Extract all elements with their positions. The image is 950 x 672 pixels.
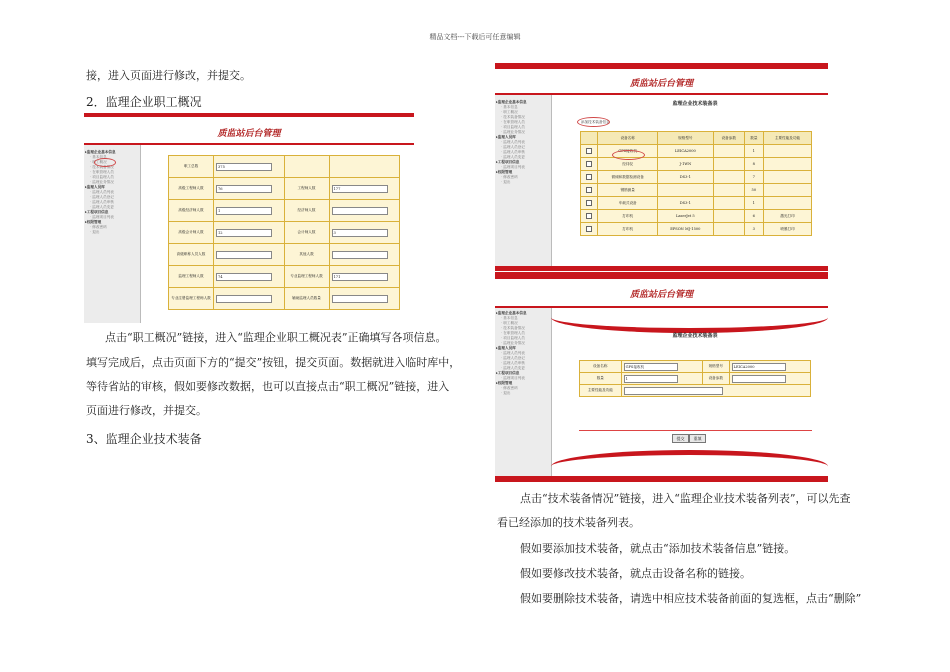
row-checkbox-cell: [581, 197, 598, 210]
staff-form-table: [168, 155, 400, 310]
sidebar-item[interactable]: · 在职管理人员: [501, 331, 525, 335]
table-cell: EPSON MJ-1500: [657, 223, 713, 236]
row-checkbox-cell: [581, 158, 598, 171]
sidebar-item[interactable]: · 基本信息: [90, 155, 107, 159]
table-cell: [713, 210, 744, 223]
sidebar-item[interactable]: ▸监理人员库: [85, 185, 105, 189]
screenshot-equipment-list: [495, 63, 828, 271]
decorative-wave: [551, 302, 828, 333]
banner-title: 质监站后台管理: [84, 121, 414, 143]
sidebar-item[interactable]: ▸工程项目信息: [85, 210, 109, 214]
sidebar-item[interactable]: ▸权限管理: [496, 381, 513, 385]
sidebar-list: [495, 311, 551, 396]
field-input[interactable]: [332, 207, 388, 215]
table-cell: [713, 158, 744, 171]
sidebar-item[interactable]: · 监理人员列表: [501, 140, 525, 144]
row-checkbox-cell: [581, 184, 598, 197]
sidebar-item[interactable]: · 监理人员列表: [90, 190, 114, 194]
sidebar-item[interactable]: ▸权限管理: [85, 220, 102, 224]
field-cell: [329, 156, 400, 178]
table-cell: 喷墨打印: [764, 223, 812, 236]
field-label: 职工总数: [169, 156, 214, 178]
sidebar: [84, 145, 141, 323]
top-red-bar: [84, 113, 414, 117]
submit-button[interactable]: 提交: [672, 434, 689, 443]
field-label: 高级职称人员人数: [169, 244, 214, 266]
field-input[interactable]: 177: [332, 185, 388, 193]
form-row: [169, 200, 400, 222]
divider-line: [579, 430, 812, 431]
field-cell: [329, 200, 400, 222]
row-checkbox[interactable]: [586, 187, 592, 193]
device-name-link[interactable]: 微倾和数据检测设备: [598, 171, 657, 184]
field-cell: [329, 266, 400, 288]
banner-title: 质监站后台管理: [495, 282, 828, 304]
sidebar-item[interactable]: · 监理人员登记: [501, 356, 525, 360]
sidebar-item[interactable]: · 修改密码: [501, 175, 518, 179]
bottom-red-bar: [495, 476, 828, 482]
table-row: [581, 197, 812, 210]
sidebar-item[interactable]: ▸监理人员库: [496, 135, 516, 139]
field-cell: [214, 244, 285, 266]
device-name-link[interactable]: 打印机: [598, 223, 657, 236]
highlight-oval: [612, 150, 645, 160]
row-checkbox-cell: [581, 210, 598, 223]
field-label: 高级经济师人数: [169, 200, 214, 222]
form-row: [169, 222, 400, 244]
function-label: 主要性能及功能: [580, 385, 622, 397]
field-cell: [329, 222, 400, 244]
form-row: [169, 178, 400, 200]
top-red-bar: [495, 63, 828, 69]
equip-list-table: [580, 131, 812, 236]
field-cell: [214, 200, 285, 222]
table-cell: J-1WN: [657, 158, 713, 171]
table-cell: 1: [744, 197, 763, 210]
sidebar-item[interactable]: · 在职管理人员: [90, 170, 114, 174]
table-cell: [764, 197, 812, 210]
table-cell: [657, 184, 713, 197]
field-input[interactable]: 76: [216, 185, 272, 193]
table-cell: 50: [744, 184, 763, 197]
sidebar-item[interactable]: · 监理项目列表: [501, 165, 525, 169]
sidebar-item[interactable]: · 退出: [501, 391, 511, 395]
field-cell: [214, 266, 285, 288]
device-name-link[interactable]: GPS接收机: [598, 145, 657, 158]
qty-label: 数量: [580, 373, 622, 385]
column-header: 规格型号: [657, 132, 713, 145]
screenshot-staff-overview: [84, 113, 414, 323]
sidebar-item[interactable]: · 监理项目列表: [90, 215, 114, 219]
table-cell: 1: [744, 145, 763, 158]
model-cell: [729, 361, 810, 373]
form-row: [580, 385, 811, 397]
sidebar-item[interactable]: ▸监理企业基本信息: [496, 100, 527, 104]
sidebar-item[interactable]: · 基本信息: [501, 316, 518, 320]
device-name-input[interactable]: GPS接收机: [624, 363, 678, 371]
field-cell: [214, 288, 285, 310]
sidebar-item[interactable]: ▸监理人员库: [496, 346, 516, 350]
table-cell: [713, 197, 744, 210]
sidebar-item[interactable]: ▸工程项目信息: [496, 371, 520, 375]
row-checkbox[interactable]: [586, 174, 592, 180]
section2-para-line: 等待省站的审核，假如要修改数据，也可以直接点击“职工概况”链接，进入: [86, 380, 450, 393]
sidebar-item[interactable]: · 监理人员变更: [501, 366, 525, 370]
field-cell: [214, 222, 285, 244]
device-name-label: 设备名称: [580, 361, 622, 373]
param-label: 设备参数: [702, 373, 729, 385]
column-header: 设备名称: [598, 132, 657, 145]
field-cell: [329, 288, 400, 310]
sidebar-item[interactable]: ▸工程项目信息: [496, 160, 520, 164]
field-input[interactable]: [332, 295, 388, 303]
reset-button[interactable]: 重填: [689, 434, 706, 443]
sidebar-item[interactable]: · 退出: [90, 230, 100, 234]
equip-list-title: 监理企业技术装备表: [672, 101, 718, 107]
equip-form-table: [579, 360, 811, 397]
table-row: [581, 223, 812, 236]
sidebar-item[interactable]: · 退出: [501, 180, 511, 184]
table-cell: DS3-1: [657, 197, 713, 210]
field-input[interactable]: 74: [216, 273, 272, 281]
right-para-line: 假如要修改技术装备，就点击设备名称的链接。: [520, 567, 751, 580]
table-cell: [713, 171, 744, 184]
table-cell: 6: [744, 210, 763, 223]
table-row: [581, 210, 812, 223]
qty-input[interactable]: 1: [624, 375, 678, 383]
sidebar-item[interactable]: · 项目监理人员: [501, 125, 525, 129]
sidebar-item[interactable]: · 职工概况: [90, 160, 107, 164]
column-header: 数量: [744, 132, 763, 145]
function-input[interactable]: [624, 387, 723, 395]
section3-heading: 3、监理企业技术装备: [86, 432, 202, 446]
right-para-line: 点击“技术装备情况”链接，进入“监理企业技术装备列表”，可以先查: [520, 492, 851, 505]
table-cell: [764, 184, 812, 197]
top-red-bar: [495, 272, 828, 279]
sidebar-item[interactable]: · 基本信息: [501, 105, 518, 109]
model-label: 规格型号: [702, 361, 729, 373]
sidebar-item[interactable]: · 职工概况: [501, 110, 518, 114]
model-input[interactable]: LEICA2000: [732, 363, 786, 371]
intro-line: 接，进入页面进行修改，并提交。: [86, 69, 251, 82]
sidebar: [495, 308, 552, 482]
table-row: [581, 158, 812, 171]
equip-form-title: 监理企业技术装备表: [672, 333, 718, 339]
sidebar-item[interactable]: · 监理人员变更: [90, 205, 114, 209]
sidebar-item[interactable]: · 监理人员登记: [501, 145, 525, 149]
sidebar-item[interactable]: · 监理业务情况: [90, 180, 114, 184]
sidebar-item[interactable]: · 监理业务情况: [501, 130, 525, 134]
field-label: 高级会计师人数: [169, 222, 214, 244]
sidebar: [495, 95, 552, 271]
field-label: 经济师人数: [284, 200, 329, 222]
device-name-cell: [621, 361, 702, 373]
table-cell: [764, 158, 812, 171]
field-label: 高级工程师人数: [169, 178, 214, 200]
sidebar-item[interactable]: · 修改密码: [501, 386, 518, 390]
screenshot-equipment-form: [495, 272, 828, 482]
sidebar-item[interactable]: · 技术装备情况: [501, 326, 525, 330]
device-name-link[interactable]: 打印机: [598, 210, 657, 223]
sidebar-item[interactable]: · 监理人员审核: [501, 361, 525, 365]
table-cell: 激光打印: [764, 210, 812, 223]
table-cell: [713, 223, 744, 236]
param-input[interactable]: [732, 375, 786, 383]
field-label: 工程师人数: [284, 178, 329, 200]
sidebar-item[interactable]: ▸监理企业基本信息: [85, 150, 116, 154]
field-label: [284, 156, 329, 178]
sidebar-item[interactable]: · 技术装备情况: [90, 165, 114, 169]
sidebar-item[interactable]: · 修改密码: [90, 225, 107, 229]
table-cell: [713, 145, 744, 158]
table-row: [581, 184, 812, 197]
field-input[interactable]: 3: [332, 229, 388, 237]
field-label: 监理工程师人数: [169, 266, 214, 288]
sidebar-item[interactable]: ▸监理企业基本信息: [496, 311, 527, 315]
device-name-link[interactable]: 车载式设备: [598, 197, 657, 210]
sidebar-item[interactable]: · 监理人员变更: [501, 155, 525, 159]
right-para-line: 假如要添加技术装备，就点击“添加技术装备信息”链接。: [520, 542, 796, 555]
field-label: 会计师人数: [284, 222, 329, 244]
field-input[interactable]: 375: [216, 163, 272, 171]
sidebar-item[interactable]: · 在职管理人员: [501, 120, 525, 124]
table-cell: [764, 171, 812, 184]
field-cell: [329, 178, 400, 200]
column-header: 设备参数: [713, 132, 744, 145]
row-checkbox-cell: [581, 223, 598, 236]
field-input[interactable]: [216, 251, 272, 259]
row-checkbox-cell: [581, 145, 598, 158]
sidebar-item[interactable]: · 监理人员列表: [501, 351, 525, 355]
sidebar-item[interactable]: · 职工概况: [501, 321, 518, 325]
row-checkbox[interactable]: [586, 226, 592, 232]
table-row: [581, 171, 812, 184]
function-cell: [621, 385, 810, 397]
section2-para-line: 页面进行修改，并提交。: [86, 404, 207, 417]
row-checkbox-cell: [581, 171, 598, 184]
form-row: [169, 244, 400, 266]
field-label: 专业注册监理工程师人数: [169, 288, 214, 310]
form-row: [580, 361, 811, 373]
table-cell: LEICA2000: [657, 145, 713, 158]
device-name-link[interactable]: 经纬仪: [598, 158, 657, 171]
right-para-line: 假如要删除技术装备，请选中相应技术装备前面的复选框，点击“删除”: [520, 592, 862, 605]
sidebar-item[interactable]: ▸权限管理: [496, 170, 513, 174]
field-input[interactable]: 12: [216, 229, 272, 237]
section2-heading: 2．监理企业职工概况: [86, 95, 202, 109]
form-row: [580, 373, 811, 385]
staff-form-body: [169, 156, 400, 310]
table-cell: LaserJet 5: [657, 210, 713, 223]
banner-title: 质监站后台管理: [495, 71, 828, 93]
section2-para-line: 填写完成后，点击页面下方的“提交”按钮，提交页面。数据就进入临时库中，: [86, 356, 461, 369]
row-checkbox[interactable]: [586, 200, 592, 206]
page-header-note: 精品文档---下载后可任意编辑: [429, 33, 521, 41]
form-row: [169, 288, 400, 310]
sidebar-item[interactable]: · 监理人员审核: [501, 150, 525, 154]
table-cell: 3: [744, 223, 763, 236]
row-checkbox[interactable]: [586, 148, 592, 154]
right-para-line: 看已经添加的技术装备列表。: [497, 516, 640, 529]
add-equipment-link[interactable]: 添加技术装备信息: [581, 120, 610, 124]
form-row: [169, 266, 400, 288]
field-input[interactable]: [332, 251, 388, 259]
field-label: 辅助监理人员数量: [284, 288, 329, 310]
row-checkbox[interactable]: [586, 161, 592, 167]
field-cell: [214, 178, 285, 200]
table-cell: DS3-1: [657, 171, 713, 184]
field-cell: [329, 244, 400, 266]
form-row: [169, 156, 400, 178]
sidebar-item[interactable]: · 监理项目列表: [501, 376, 525, 380]
sidebar-item[interactable]: · 技术装备情况: [501, 115, 525, 119]
table-cell: 8: [744, 158, 763, 171]
field-label: 其他人数: [284, 244, 329, 266]
table-cell: 7: [744, 171, 763, 184]
sidebar-item[interactable]: · 监理人员登记: [90, 195, 114, 199]
qty-cell: [621, 373, 702, 385]
field-cell: [214, 156, 285, 178]
field-input[interactable]: [216, 295, 272, 303]
bottom-red-bar: [495, 266, 828, 271]
table-cell: [764, 145, 812, 158]
sidebar-item[interactable]: · 监理人员审核: [90, 200, 114, 204]
highlight-oval: [94, 158, 116, 167]
table-cell: [713, 184, 744, 197]
row-checkbox[interactable]: [586, 213, 592, 219]
sidebar-item[interactable]: · 项目监理人员: [501, 336, 525, 340]
section2-para-line: 点击“职工概况”链接，进入“监理企业职工概况表”正确填写各项信息。: [105, 331, 447, 344]
column-header: 主要性能及功能: [764, 132, 812, 145]
field-input[interactable]: 1: [216, 207, 272, 215]
column-header: [581, 132, 598, 145]
sidebar-item[interactable]: · 项目监理人员: [90, 175, 114, 179]
field-input[interactable]: 171: [332, 273, 388, 281]
device-name-link[interactable]: 钢筋测量: [598, 184, 657, 197]
param-cell: [729, 373, 810, 385]
highlight-oval: [577, 117, 610, 127]
sidebar-item[interactable]: · 监理业务情况: [501, 341, 525, 345]
field-label: 专业监理工程师人数: [284, 266, 329, 288]
equip-list-header: [581, 132, 812, 145]
sidebar-list: [495, 100, 551, 185]
